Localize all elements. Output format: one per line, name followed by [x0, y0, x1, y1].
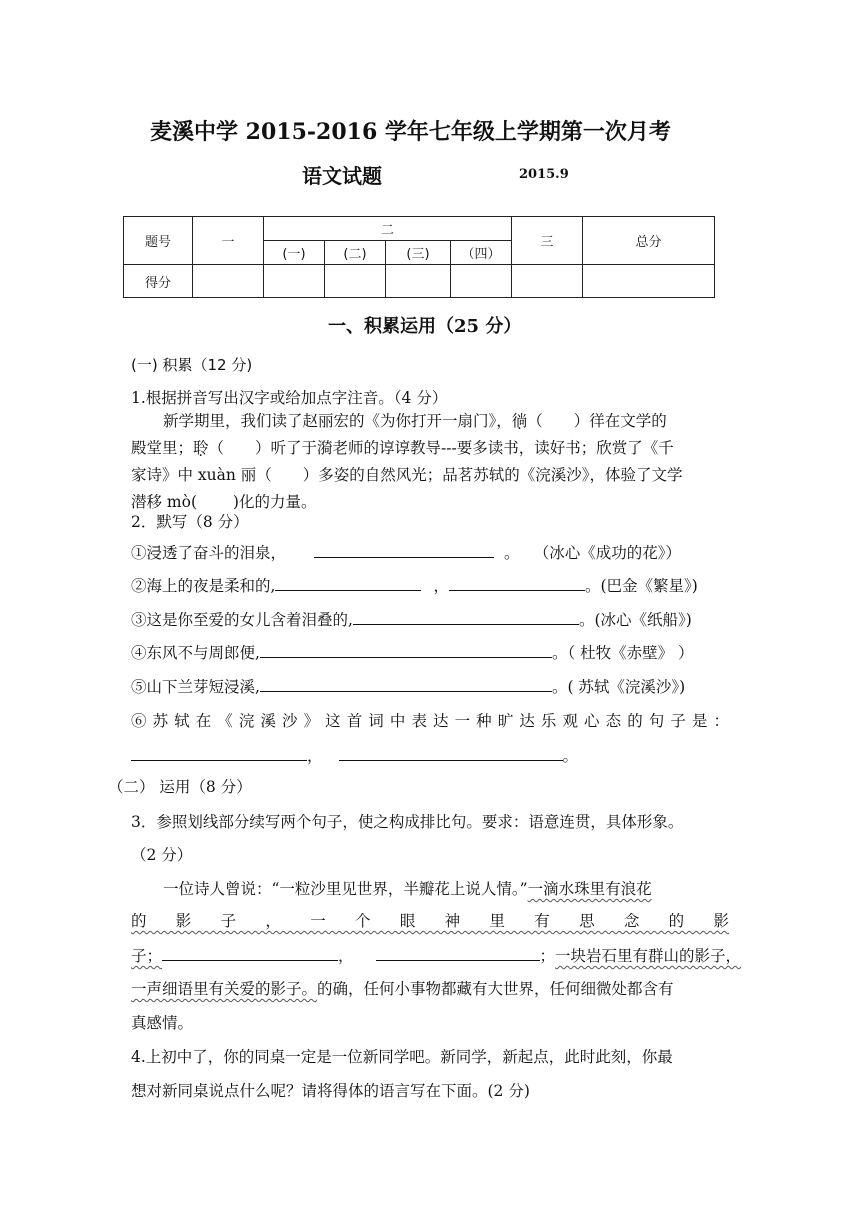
part-heading: （二） 运用（8 分）: [108, 778, 252, 796]
recite-prompt: ③这是你至爱的女儿含着泪叠的,: [131, 611, 353, 629]
question-1-line: [131, 441, 674, 457]
recite-item-answer-line: [131, 748, 578, 765]
question-1-prompt: 1.根据拼音写出汉字或给加点字注音。（4 分）: [131, 389, 448, 407]
passage-text: ；: [539, 947, 556, 965]
recite-prompt: ①浸透了奋斗的泪泉，: [131, 544, 287, 562]
score-table-sub-3: (三): [386, 241, 451, 265]
question-text: （ ）听了于漪老师的谆谆教导---要多读书，读好书；欣赏了《千: [208, 439, 674, 457]
answer-blank[interactable]: [376, 948, 540, 961]
score-table-sub-4: （四）: [451, 241, 512, 265]
dotted-char: 聆: [193, 439, 209, 457]
recite-punct: 。: [504, 544, 520, 562]
question-text: （ ）徉在文学的: [527, 412, 667, 430]
recite-prompt: ④东风不与周郎便,: [131, 644, 260, 662]
underlined-text: 的 影 子 ， 一 个 眼 神 里 有 思 念 的 影: [131, 912, 729, 930]
question-1-line: 家诗》中 xuàn 丽（ ）多姿的自然风光；品茗苏轼的《浣溪沙》，体验了文学: [131, 466, 683, 484]
recite-item: [131, 679, 685, 696]
score-cell[interactable]: [512, 265, 583, 298]
recite-punct: 。: [562, 747, 579, 765]
question-3-points: （2 分）: [131, 846, 193, 864]
score-table: [123, 216, 715, 298]
recite-item: [131, 545, 681, 562]
answer-blank[interactable]: [353, 612, 579, 625]
question-4-prompt: 想对新同桌说点什么呢？请将得体的语言写在下面。(2 分): [131, 1082, 530, 1100]
answer-blank[interactable]: [131, 748, 307, 761]
recite-source: 。(巴金《繁星》): [584, 577, 698, 595]
score-cell[interactable]: [451, 265, 512, 298]
recite-punct: ，: [433, 577, 449, 595]
answer-blank[interactable]: [449, 578, 585, 591]
score-cell[interactable]: [583, 265, 715, 298]
recite-punct: ，: [307, 747, 323, 765]
answer-blank[interactable]: [314, 545, 494, 558]
score-table-col-3: 三: [512, 217, 583, 265]
question-1-line: 潜移 mò( )化的力量。: [131, 493, 317, 511]
question-text: 殿堂里；: [131, 439, 194, 457]
recite-prompt: ⑤山下兰芽短浸溪,: [131, 678, 260, 696]
passage-text: ，: [338, 947, 354, 965]
question-1-line: [163, 414, 667, 430]
score-table-sub-2: (二): [325, 241, 386, 265]
recite-item: [131, 612, 692, 629]
answer-blank[interactable]: [275, 578, 421, 591]
recite-item: ⑥苏轼在《浣溪沙》这首词中表达一种旷达乐观心态的句子是：: [131, 712, 729, 730]
underlined-text: 一块岩石里有群山的影子，: [555, 947, 742, 965]
dotted-char: 徜: [511, 412, 528, 430]
part-heading: (一) 积累（12 分): [131, 356, 253, 374]
recite-source: 。（ 杜牧《赤壁》 ）: [551, 644, 694, 662]
answer-blank[interactable]: [162, 948, 338, 961]
exam-date: 2015.9: [519, 167, 569, 182]
exam-title: 麦溪中学 2015-2016 学年七年级上学期第一次月考: [150, 119, 671, 145]
question-2-prompt: 2．默写（8 分）: [131, 513, 249, 531]
recite-source: （冰心《成功的花》）: [541, 544, 682, 562]
score-cell[interactable]: [386, 265, 451, 298]
underlined-text: 一声细语里有关爱的影子。: [131, 980, 318, 998]
question-text: 新学期里，我们读了赵丽宏的《为你打开一扇门》，: [163, 412, 512, 430]
recite-source: 。( 苏轼《浣溪沙》): [551, 678, 686, 696]
underlined-text: 子；: [131, 947, 163, 965]
score-table-total: 总分: [583, 217, 715, 265]
score-table-score-label: 得分: [124, 265, 193, 298]
passage-text: 的确，任何小事物都藏有大世界，任何细微处都含有: [317, 980, 674, 998]
question-3-passage: [131, 914, 729, 930]
section-heading: 一、积累运用（25 分）: [328, 316, 522, 337]
score-table-sub-1: (一): [264, 241, 325, 265]
passage-text: 一位诗人曾说：“一粒沙里见世界，半瓣花上说人情。”: [163, 880, 528, 898]
answer-blank[interactable]: [339, 748, 563, 761]
question-4-prompt: 4.上初中了，你的同桌一定是一位新同学吧。新同学，新起点，此时此刻，你最: [131, 1048, 673, 1066]
exam-subtitle: 语文试题: [302, 164, 382, 188]
recite-prompt: ②海上的夜是柔和的,: [131, 577, 276, 595]
score-table-col-1: 一: [193, 217, 264, 265]
score-cell[interactable]: [325, 265, 386, 298]
question-3-passage: 真感情。: [131, 1014, 194, 1032]
answer-blank[interactable]: [260, 679, 552, 692]
question-3-prompt: 3．参照划线部分续写两个句子，使之构成排比句。要求：语意连贯，具体形象。: [131, 813, 684, 831]
question-3-passage: [163, 882, 652, 898]
recite-source: 。(冰心《纸船》): [578, 611, 692, 629]
score-table-header-label: 题号: [124, 217, 193, 265]
answer-blank[interactable]: [260, 645, 552, 658]
score-table-col-2: 二: [264, 217, 512, 241]
question-3-passage: [131, 948, 741, 965]
recite-item: [131, 645, 694, 662]
score-cell[interactable]: [264, 265, 325, 298]
question-3-passage: [131, 982, 674, 998]
recite-item: [131, 578, 698, 595]
score-cell[interactable]: [193, 265, 264, 298]
underlined-text: 一滴水珠里有浪花: [527, 880, 652, 898]
